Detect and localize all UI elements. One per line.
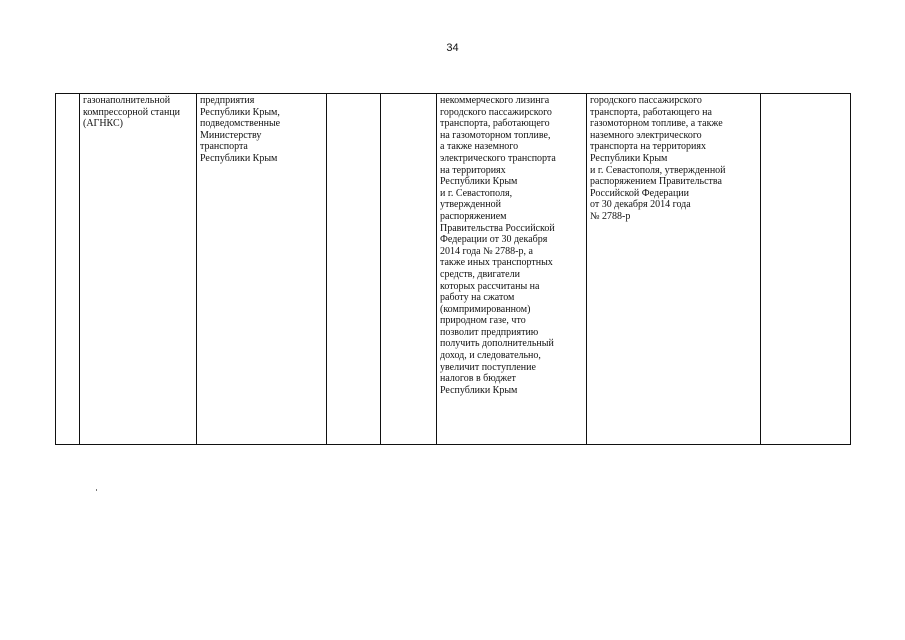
empty-cell-3 [761,94,851,445]
basis-cell: городского пассажирского транспорта, работающего на газомоторном топливе, а также наземного электрического транспорта на территориях Республики Крым и г. Севастополя, утвержденной распоряжением Правительства Российской Федерации от 30 декабря 2014 года № 2788-р [587,94,761,445]
table-row [56,94,851,445]
empty-cell-1 [327,94,381,445]
enterprise-cell: предприятия Республики Крым, подведомственные Министерству транспорта Республики Крым [197,94,327,445]
empty-cell-2 [381,94,437,445]
object-name-cell: газонаполнительной компрессорной станци (АГНКС) [80,94,197,445]
description-cell: некоммерческого лизинга городского пассажирского транспорта, работающего на газомоторном топливе, а также наземного электрического транспорта на территориях Республики Крым и г. Севастополя, утвержденной распоряжением Правительства Российской Федерации от 30 декабря 2014 года № 2788-р, а также иных транспортных средств, двигатели которых рассчитаны на работу на сжатом (компримированном) природном газе, что позволит предприятию получить дополнительный доход, и следовательно, увеличит поступление налогов в бюджет Республики Крым [437,94,587,445]
scan-speck [96,489,97,491]
document-table [55,93,851,445]
row-number-cell [56,94,80,445]
page-number: 34 [446,42,459,54]
